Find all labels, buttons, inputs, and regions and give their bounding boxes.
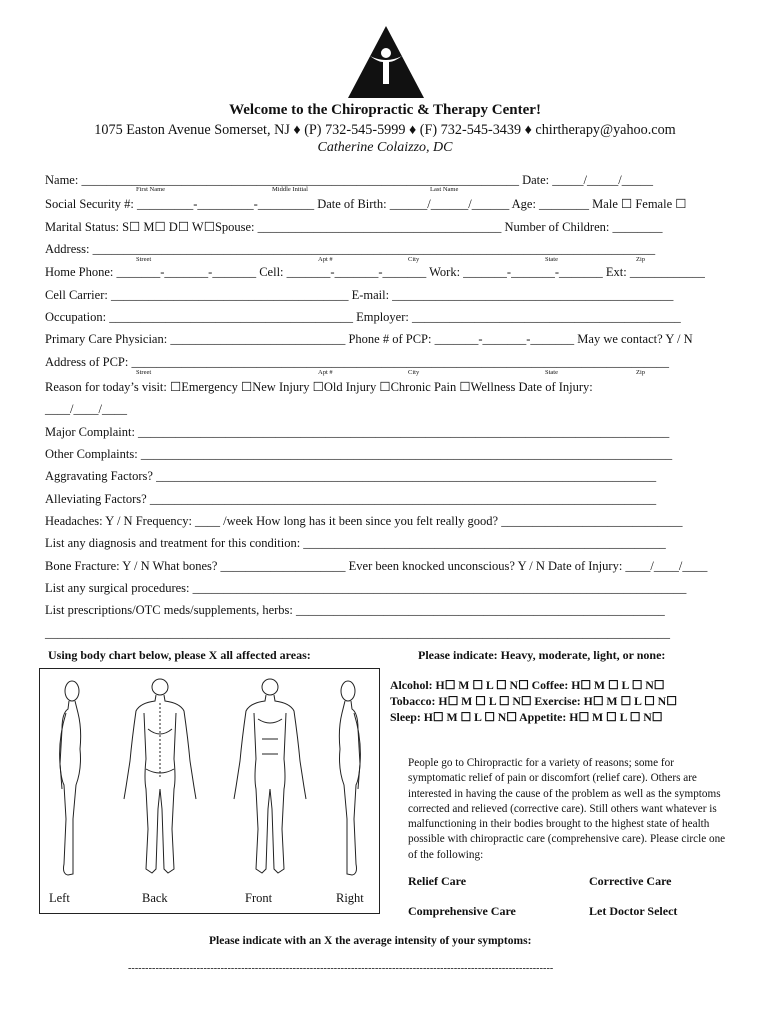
intensity-scale-line[interactable]: ---------------------------------------------------------------------------------------------------------------------------- (128, 963, 554, 974)
body-front-label: Front (245, 891, 273, 905)
body-figures-icon (40, 669, 379, 913)
other-complaints-field[interactable]: Other Complaints: _____________________________________________________________________________________ (45, 447, 673, 461)
corrective-care-option[interactable]: Corrective Care (589, 874, 672, 888)
reason-date-field[interactable]: ____/____/____ (45, 402, 127, 416)
habits-row-3[interactable]: Sleep: H☐ M ☐ L ☐ N☐ Appetite: H☐ M ☐ L ☐ N☐ (390, 710, 663, 724)
addr-sub-state: State (545, 256, 558, 263)
pcp-sub-state: State (545, 369, 558, 376)
headaches-field[interactable]: Headaches: Y / N Frequency: ____ /week How long has it been since you felt really good? _____________________________ (45, 514, 683, 528)
major-complaint-field[interactable]: Major Complaint: _____________________________________________________________________________________ (45, 425, 670, 439)
pcp-sub-zip: Zip (636, 369, 646, 376)
clinic-address: 1075 Easton Avenue Somerset, NJ ♦ (P) 732-545-5999 ♦ (F) 732-545-3439 ♦ chirtherapy@yahoo.com (94, 122, 676, 138)
pcp-field[interactable]: Primary Care Physician: ____________________________ Phone # of PCP: _______-_______-_______ May we contact? Y / N (45, 332, 693, 346)
pcp-address-field[interactable]: Address of PCP: ______________________________________________________________________________________ (45, 355, 669, 369)
body-chart[interactable] (39, 668, 380, 914)
alleviating-field[interactable]: Alleviating Factors? _________________________________________________________________________________ (45, 492, 657, 506)
logo-icon (348, 26, 424, 98)
name-sub-first: First Name (136, 186, 166, 193)
surgical-field[interactable]: List any surgical procedures: _______________________________________________________________________________ (45, 581, 687, 595)
pcp-sub-apt: Apt # (318, 369, 333, 376)
name-field[interactable]: Name: ______________________________________________________________________ Date: _____/_____/_____ (45, 173, 653, 187)
occupation-field[interactable]: Occupation: _______________________________________ Employer: ___________________________________________ (45, 310, 681, 324)
page-title: Welcome to the Chiropractic & Therapy Center! (229, 102, 541, 118)
prescriptions-field[interactable]: List prescriptions/OTC meds/supplements, herbs: ___________________________________________________________ (45, 603, 665, 617)
body-left-label: Left (49, 891, 70, 905)
body-right-label: Right (336, 891, 364, 905)
aggravating-field[interactable]: Aggravating Factors? ________________________________________________________________________________ (45, 469, 657, 483)
addr-sub-zip: Zip (636, 256, 646, 263)
addr-sub-city: City (408, 256, 420, 263)
fracture-field[interactable]: Bone Fracture: Y / N What bones? ____________________ Ever been knocked unconscious? Y / N Date of Injury: ____/____/____ (45, 559, 708, 573)
phone-field[interactable]: Home Phone: _______-_______-_______ Cell: _______-_______-_______ Work: _______-_______-_______ Ext: ____________ (45, 265, 705, 279)
body-back-label: Back (142, 891, 168, 905)
ssn-field[interactable]: Social Security #: _________-_________-_________ Date of Birth: ______/______/______ Age: ________ Male ☐ Female ☐ (45, 197, 687, 211)
doctor-name: Catherine Colaizzo, DC (317, 140, 453, 155)
name-sub-middle: Middle Initial (272, 186, 308, 193)
doctor-select-option[interactable]: Let Doctor Select (589, 904, 678, 918)
care-paragraph: People go to Chiropractic for a variety of reasons; some for symptomatic relief of pain or discomfort (relief care). Others are interested in having the cause of the problem as well as the symptoms corrected and relieved (corrective care). Still others want whatever is malfunctioning in their bodies brought to the highest state of health possible with chiropractic care (comprehensive care). Please circle one of the following: (408, 757, 726, 861)
habits-row-2[interactable]: Tobacco: H☐ M ☐ L ☐ N☐ Exercise: H☐ M ☐ L ☐ N☐ (390, 694, 677, 708)
diagnosis-field[interactable]: List any diagnosis and treatment for this condition: __________________________________________________________ (45, 536, 666, 550)
addr-sub-street: Street (136, 256, 152, 263)
pcp-sub-street: Street (136, 369, 152, 376)
reason-field[interactable]: Reason for today’s visit: ☐Emergency ☐New Injury ☐Old Injury ☐Chronic Pain ☐Wellness Date of Injury: (45, 380, 593, 394)
extra-line[interactable]: ____________________________________________________________________________________________________ (45, 626, 670, 640)
address-field[interactable]: Address: __________________________________________________________________________________________ (45, 242, 656, 256)
marital-field[interactable]: Marital Status: S☐ M☐ D☐ W☐Spouse: _______________________________________ Number of Children: ________ (45, 220, 663, 234)
habits-row-1[interactable]: Alcohol: H☐ M ☐ L ☐ N☐ Coffee: H☐ M ☐ L ☐ N☐ (390, 678, 665, 692)
pcp-sub-city: City (408, 369, 420, 376)
addr-sub-apt: Apt # (318, 256, 333, 263)
cell-carrier-field[interactable]: Cell Carrier: ______________________________________ E-mail: _____________________________________________ (45, 288, 674, 302)
comprehensive-care-option[interactable]: Comprehensive Care (408, 904, 516, 918)
intensity-instruction: Please indicate with an X the average intensity of your symptoms: (209, 935, 532, 947)
habits-instruction: Please indicate: Heavy, moderate, light, or none: (418, 648, 666, 662)
name-sub-last: Last Name (430, 186, 459, 193)
relief-care-option[interactable]: Relief Care (408, 874, 467, 888)
body-chart-instruction: Using body chart below, please X all affected areas: (48, 648, 311, 662)
